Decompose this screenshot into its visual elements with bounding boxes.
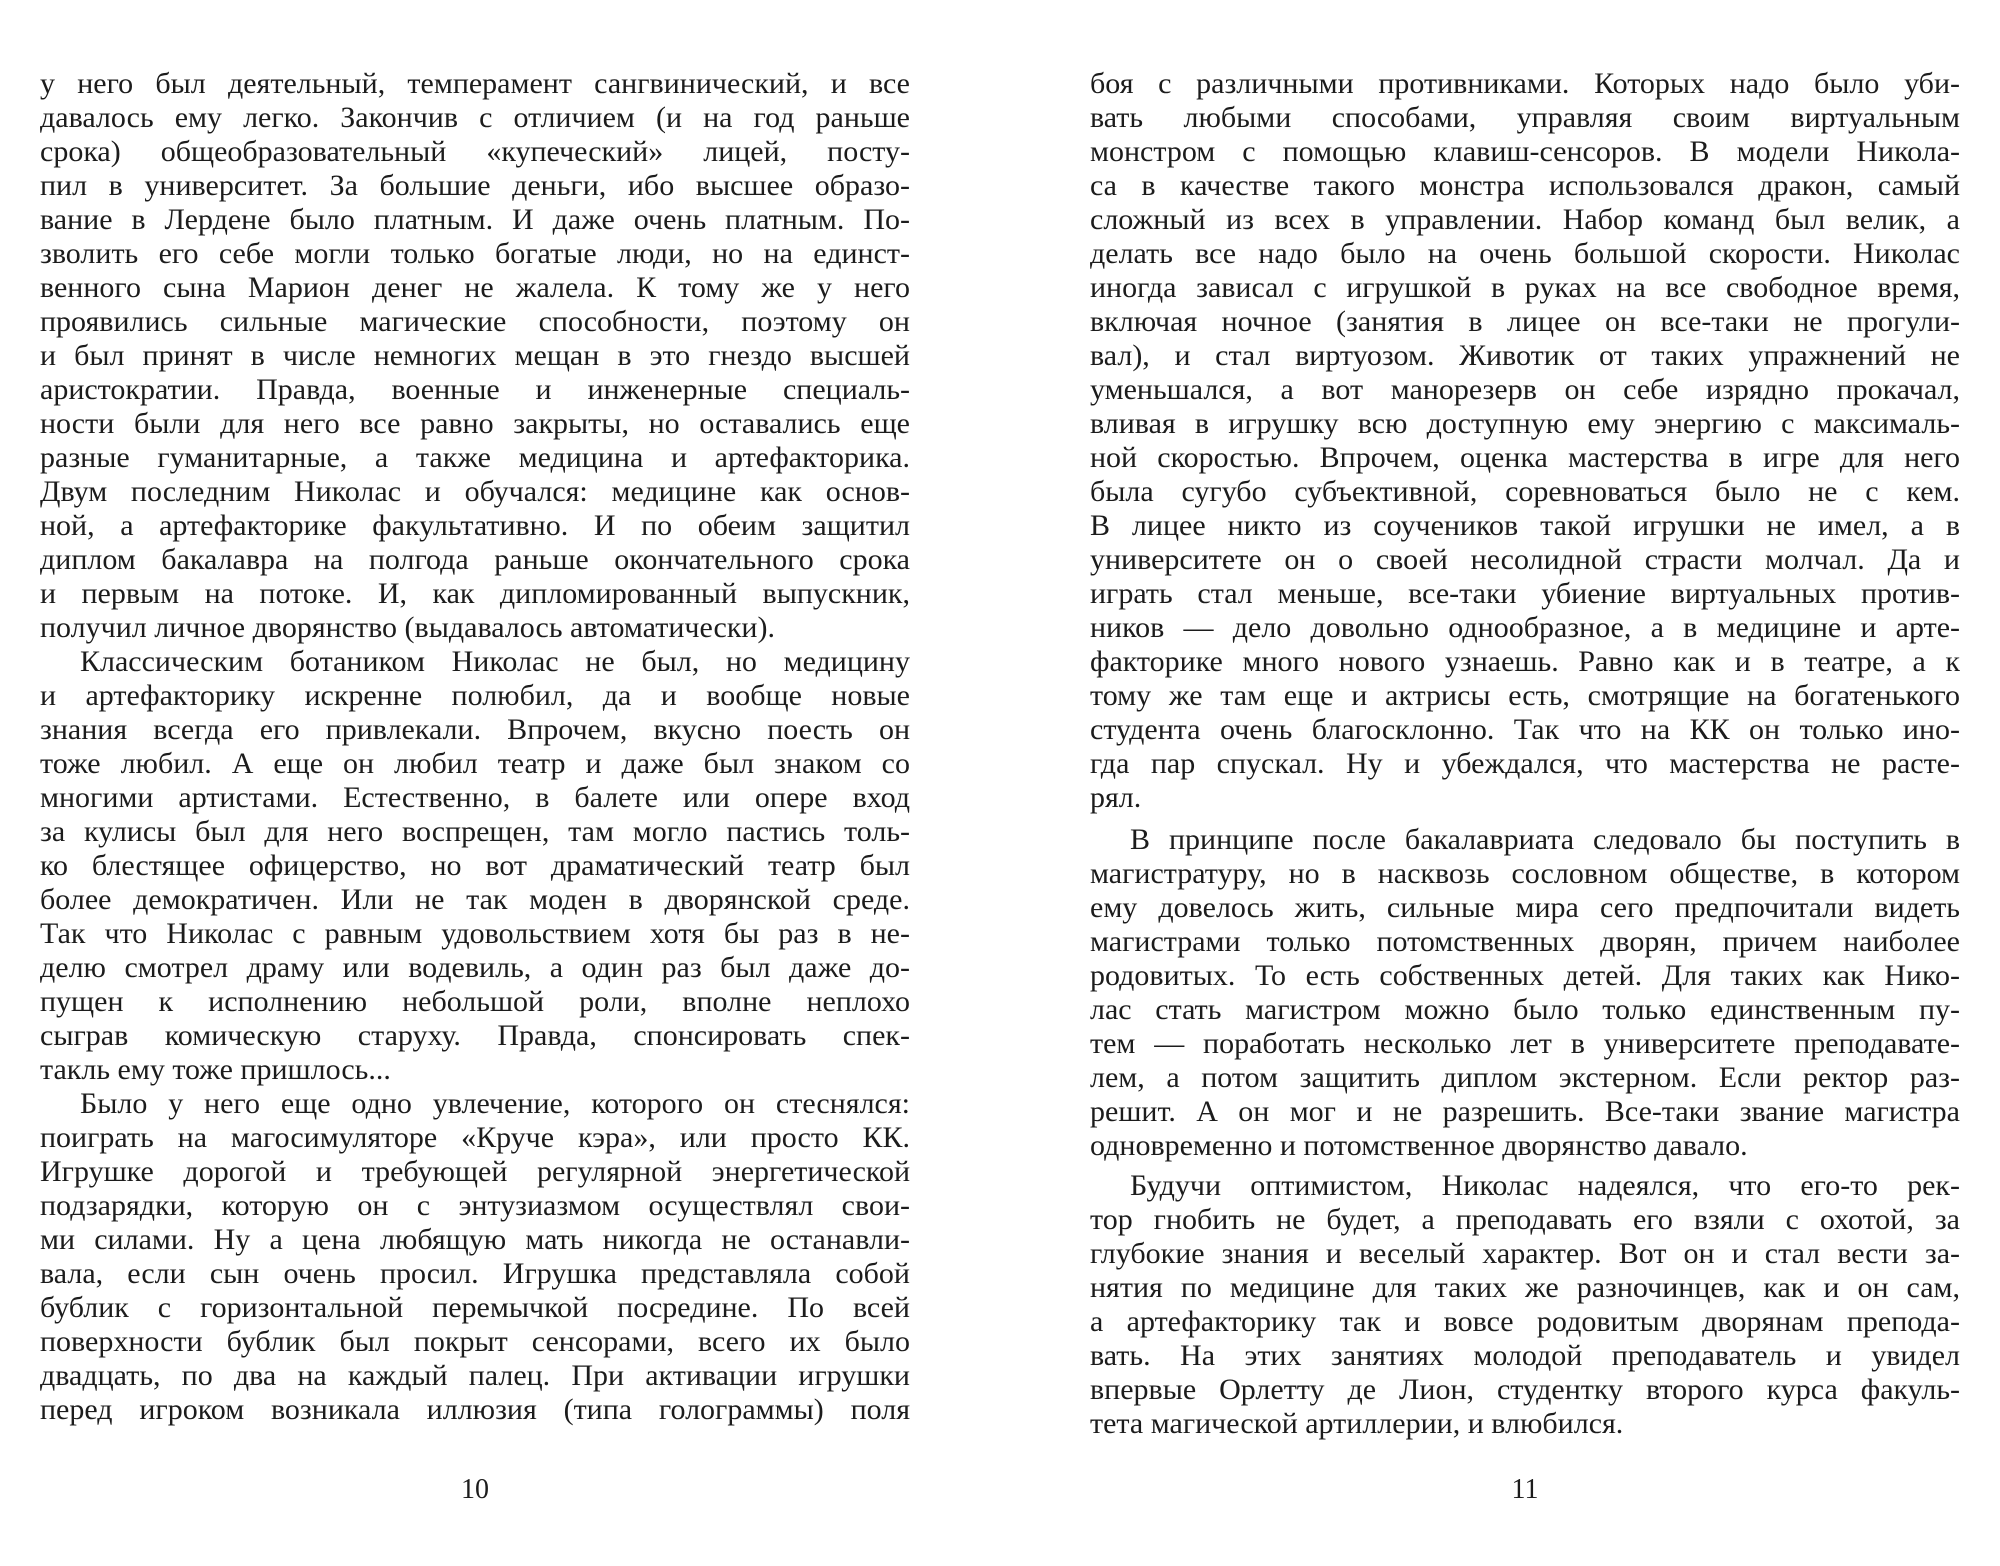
text-line: нятия по медицине для таких же разночинцев, как и он сам, [1090, 1271, 1960, 1304]
text-line: тем — поработать несколько лет в университете преподавате- [1090, 1027, 1960, 1060]
text-line: магистрами только потомственных дворян, причем наиболее [1090, 925, 1960, 958]
text-line: тор гнобить не будет, а преподавать его взяли с охотой, за [1090, 1203, 1960, 1236]
text-line: впервые Орлетту де Лион, студентку второго курса факуль- [1090, 1373, 1960, 1406]
text-line: са в качестве такого монстра использовался дракон, самый [1090, 169, 1960, 202]
text-line: и первым на потоке. И, как дипломированный выпускник, [40, 577, 910, 610]
text-line: лем, а потом защитить диплом экстерном. Если ректор раз- [1090, 1061, 1960, 1094]
text-line: Двум последним Николас и обучался: медицине как основ- [40, 475, 910, 508]
text-line: знания всегда его привлекали. Впрочем, вкусно поесть он [40, 713, 910, 746]
text-line: родовитых. То есть собственных детей. Для таких как Нико- [1090, 959, 1960, 992]
text-line: иногда зависал с игрушкой в руках на все свободное время, [1090, 271, 1960, 304]
text-line: была сугубо субъективной, соревноваться было не с кем. [1090, 475, 1960, 508]
text-line: рял. [1090, 781, 1142, 814]
text-line: Игрушке дорогой и требующей регулярной энергетической [40, 1155, 910, 1188]
text-line: за кулисы был для него воспрещен, там могло пастись толь- [40, 815, 910, 848]
text-line: у него был деятельный, темперамент сангвинический, и все [40, 67, 910, 100]
text-line: вание в Лердене было платным. И даже очень платным. По- [40, 203, 910, 236]
text-line: ему довелось жить, сильные мира сего предпочитали видеть [1090, 891, 1960, 924]
text-line: университете он о своей несолидной страсти молчал. Да и [1090, 543, 1960, 576]
text-line: вать любыми способами, управляя своим виртуальным [1090, 101, 1960, 134]
text-line: студента очень благосклонно. Так что на КК он только ино- [1090, 713, 1960, 746]
text-line: делю смотрел драму или водевиль, а один раз был даже до- [40, 951, 910, 984]
text-line: срока) общеобразовательный «купеческий» лицей, посту- [40, 135, 910, 168]
text-line: а артефакторику так и вовсе родовитым дворянам препода- [1090, 1305, 1960, 1338]
left-page [40, 62, 910, 1532]
text-line: перед игроком возникала иллюзия (типа голограммы) поля [40, 1393, 910, 1426]
text-line: ной скоростью. Впрочем, оценка мастерства в игре для него [1090, 441, 1960, 474]
right-page [1090, 62, 1960, 1532]
text-line: Было у него еще одно увлечение, которого он стеснялся: [80, 1087, 910, 1120]
text-line: играть стал меньше, все-таки убиение виртуальных против- [1090, 577, 1960, 610]
text-line: тому же там еще и актрисы есть, смотрящие на богатенького [1090, 679, 1960, 712]
text-line: одновременно и потомственное дворянство давало. [1090, 1129, 1748, 1162]
text-line: глубокие знания и веселый характер. Вот он и стал вести за- [1090, 1237, 1960, 1270]
text-line: лас стать магистром можно было только единственным пу- [1090, 993, 1960, 1026]
text-line: проявились сильные магические способности, поэтому он [40, 305, 910, 338]
text-line: такль ему тоже пришлось... [40, 1053, 391, 1086]
text-line: ко блестящее офицерство, но вот драматический театр был [40, 849, 910, 882]
text-line: вливая в игрушку всю доступную ему энергию с максималь- [1090, 407, 1960, 440]
text-line: монстром с помощью клавиш-сенсоров. В модели Никола- [1090, 135, 1960, 168]
text-line: получил личное дворянство (выдавалось автоматически). [40, 611, 775, 644]
text-line: разные гуманитарные, а также медицина и артефакторика. [40, 441, 910, 474]
text-line: Будучи оптимистом, Николас надеялся, что его-то рек- [1130, 1169, 1960, 1202]
text-line: гда пар спускал. Ну и убеждался, что мастерства не расте- [1090, 747, 1960, 780]
text-line: двадцать, по два на каждый палец. При активации игрушки [40, 1359, 910, 1392]
text-line: сложный из всех в управлении. Набор команд был велик, а [1090, 203, 1960, 236]
text-line: делать все надо было на очень большой скорости. Николас [1090, 237, 1960, 270]
text-line: бублик с горизонтальной перемычкой посредине. По всей [40, 1291, 910, 1324]
text-line: венного сына Марион денег не жалела. К тому же у него [40, 271, 910, 304]
text-line: магистратуру, но в насквозь сословном обществе, в котором [1090, 857, 1960, 890]
page-number: 10 [461, 1474, 489, 1505]
text-line: тоже любил. А еще он любил театр и даже был знаком со [40, 747, 910, 780]
text-line: пущен к исполнению небольшой роли, вполне неплохо [40, 985, 910, 1018]
text-line: аристократии. Правда, военные и инженерные специаль- [40, 373, 910, 406]
text-line: боя с различными противниками. Которых надо было уби- [1090, 67, 1960, 100]
text-line: вал), и стал виртуозом. Животик от таких упражнений не [1090, 339, 1960, 372]
text-line: ности были для него все равно закрыты, но оставались еще [40, 407, 910, 440]
text-line: тета магической артиллерии, и влюбился. [1090, 1407, 1624, 1440]
text-line: диплом бакалавра на полгода раньше окончательного срока [40, 543, 910, 576]
text-line: пил в университет. За большие деньги, ибо высшее образо- [40, 169, 910, 202]
text-line: поверхности бублик был покрыт сенсорами, всего их было [40, 1325, 910, 1358]
text-line: решит. А он мог и не разрешить. Все-таки звание магистра [1090, 1095, 1960, 1128]
text-line: подзарядки, которую он с энтузиазмом осуществлял свои- [40, 1189, 910, 1222]
text-line: вать. На этих занятиях молодой преподаватель и увидел [1090, 1339, 1960, 1372]
text-line: В принципе после бакалавриата следовало бы поступить в [1130, 823, 1960, 856]
text-line: включая ночное (занятия в лицее он все-таки не прогули- [1090, 305, 1960, 338]
text-line: ной, а артефакторике факультативно. И по обеим защитил [40, 509, 910, 542]
text-line: Так что Николас с равным удовольствием хотя бы раз в не- [40, 917, 910, 950]
page-number: 11 [1511, 1474, 1539, 1505]
text-line: сыграв комическую старуху. Правда, спонсировать спек- [40, 1019, 910, 1052]
text-line: многими артистами. Естественно, в балете или опере вход [40, 781, 910, 814]
text-line: вала, если сын очень просил. Игрушка представляла собой [40, 1257, 910, 1290]
text-line: и артефакторику искренне полюбил, да и вообще новые [40, 679, 910, 712]
text-line: ников — дело довольно однообразное, а в медицине и арте- [1090, 611, 1960, 644]
text-line: факторике много нового узнаешь. Равно как и в театре, а к [1090, 645, 1960, 678]
text-line: и был принят в числе немногих мещан в это гнездо высшей [40, 339, 910, 372]
text-line: В лицее никто из соучеников такой игрушки не имел, а в [1090, 509, 1960, 542]
text-line: поиграть на магосимуляторе «Круче кэра», или просто КК. [40, 1121, 910, 1154]
text-line: ми силами. Ну а цена любящую мать никогда не останавли- [40, 1223, 910, 1256]
text-line: более демократичен. Или не так моден в дворянской среде. [40, 883, 910, 916]
text-line: зволить его себе могли только богатые люди, но на единст- [40, 237, 910, 270]
text-line: Классическим ботаником Николас не был, но медицину [80, 645, 910, 678]
text-line: давалось ему легко. Закончив с отличием (и на год раньше [40, 101, 910, 134]
text-line: уменьшался, а вот манорезерв он себе изрядно прокачал, [1090, 373, 1960, 406]
